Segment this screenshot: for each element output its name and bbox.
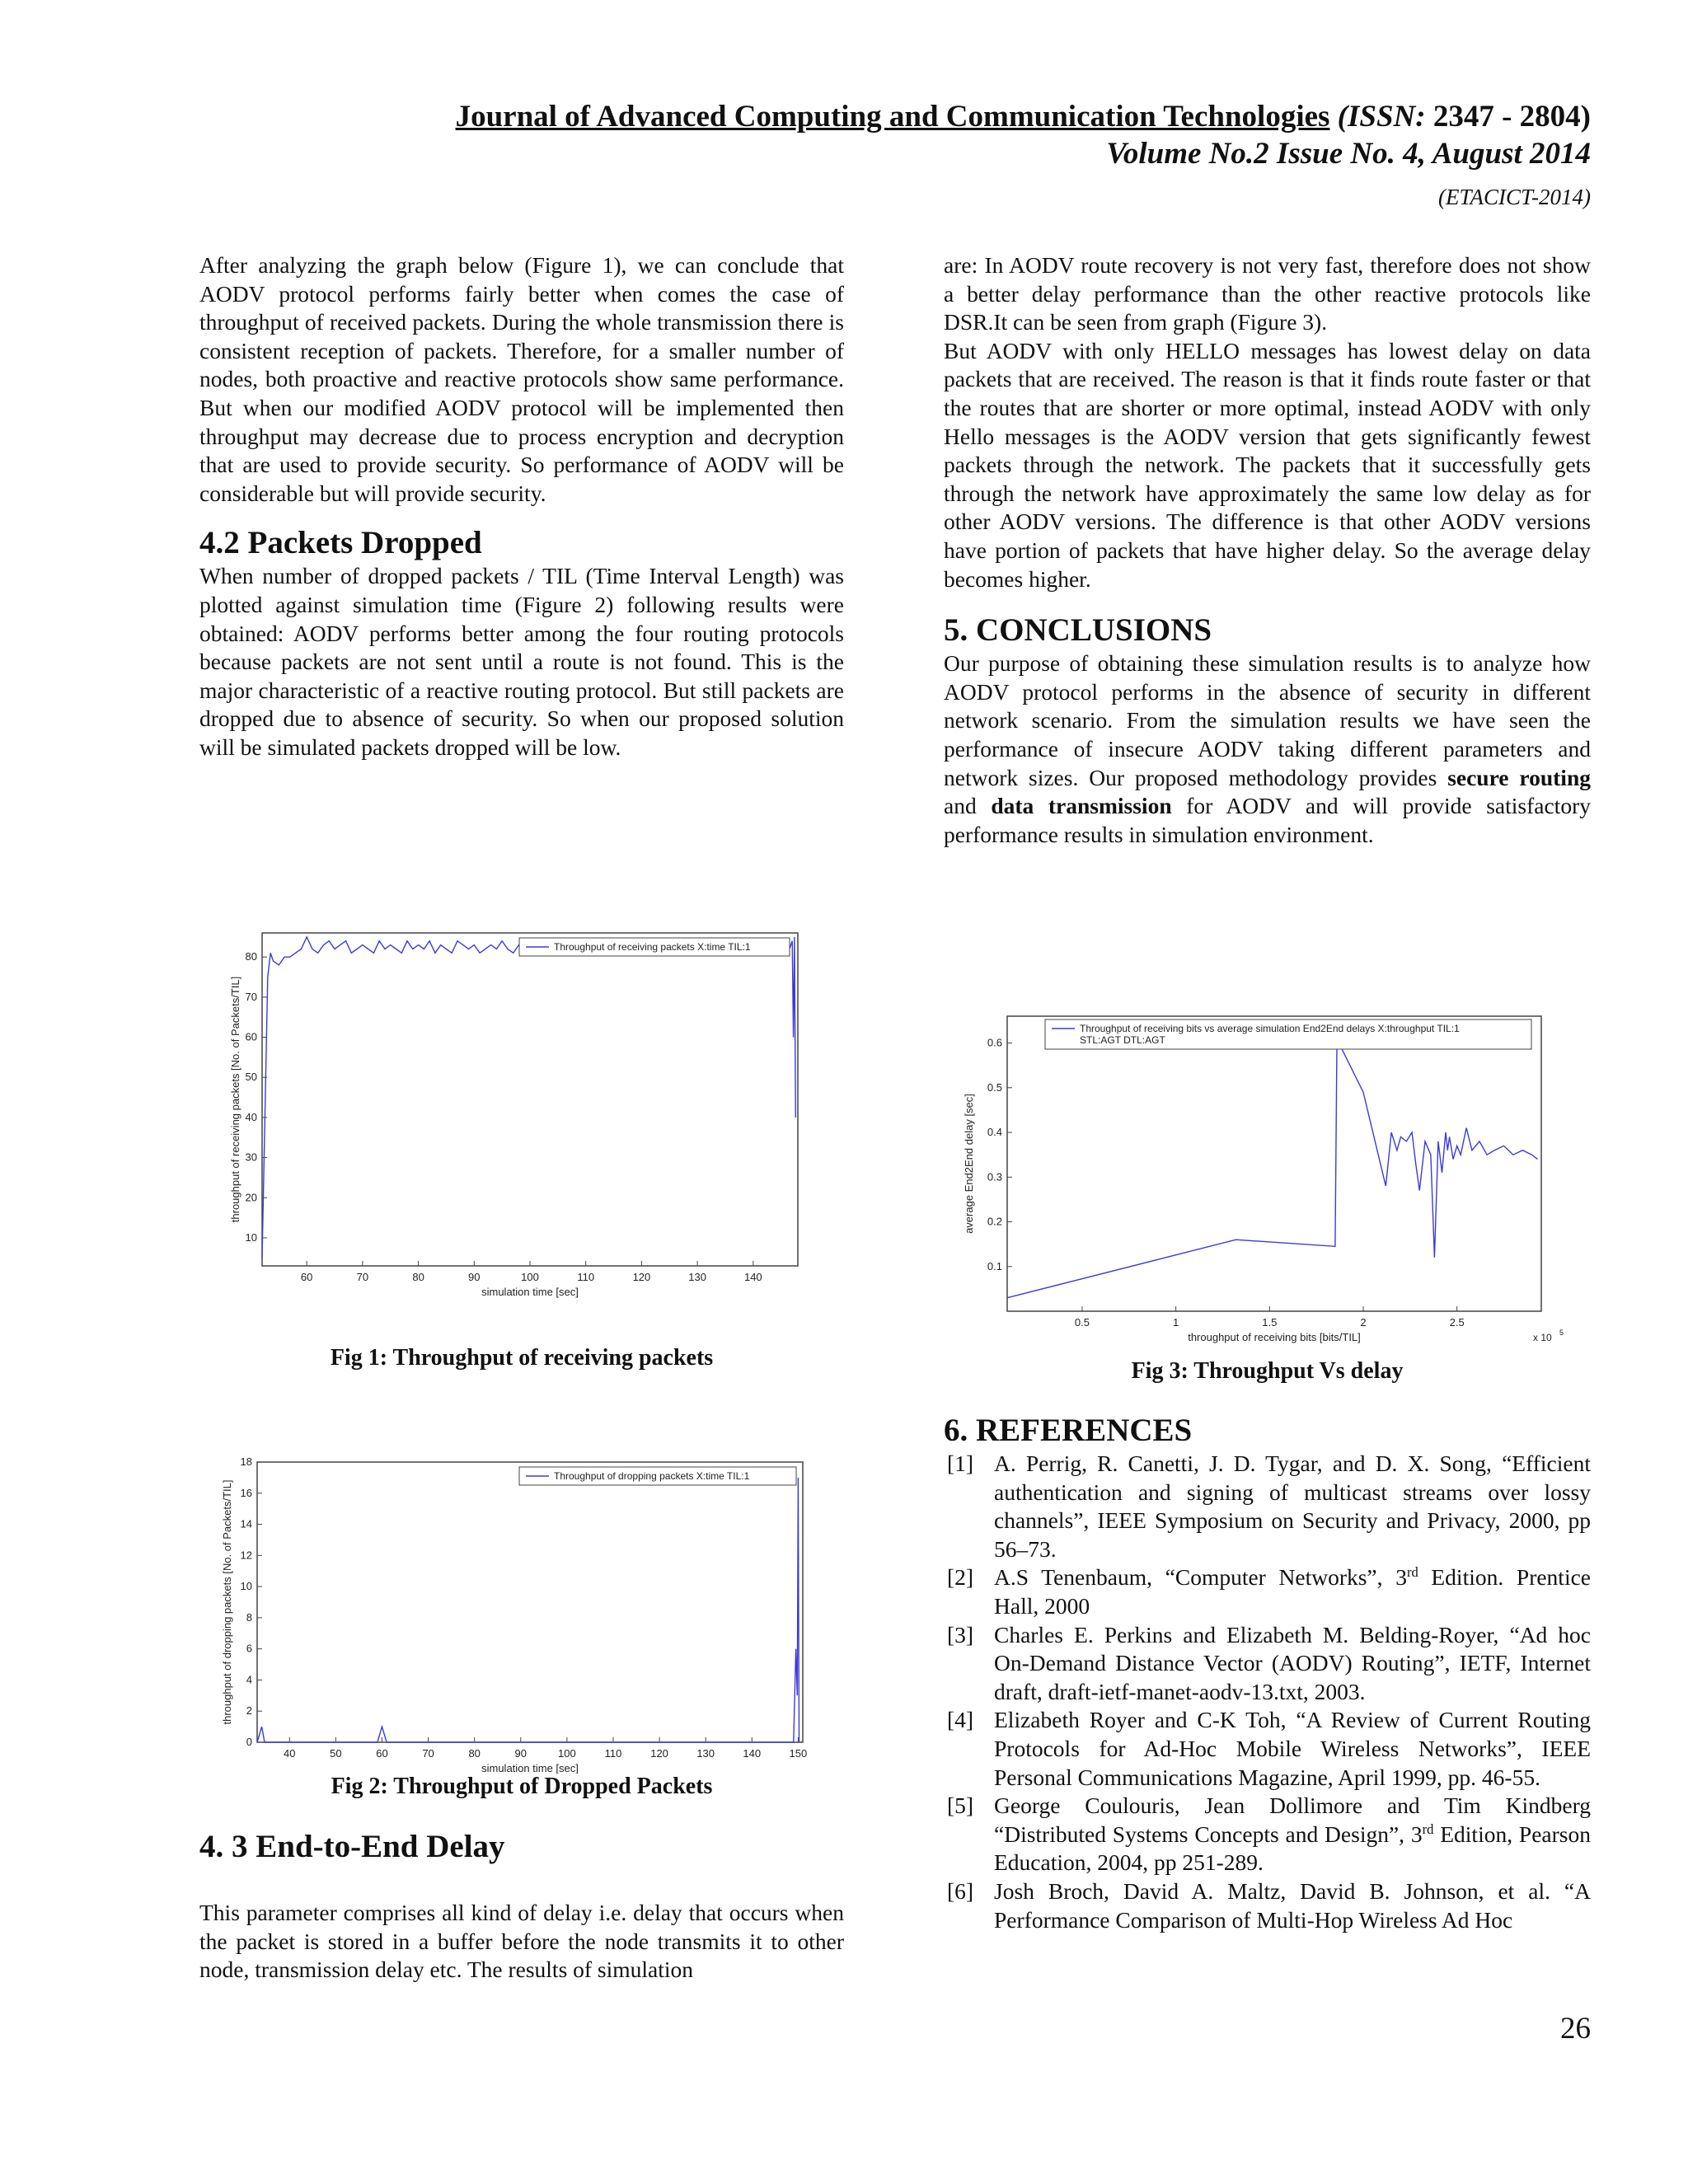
issn-number: 2347 - 2804) [1432,100,1591,134]
y-tick-label: 50 [245,1071,257,1084]
x-tick-label: 90 [468,1271,481,1283]
left-column-top [199,251,844,762]
x-axis-label: throughput of receiving bits [bits/TIL] [1188,1331,1361,1343]
references-section [944,1412,1591,1934]
x-tick-label: 140 [743,1747,762,1760]
x-tick-label: 120 [632,1271,651,1283]
y-tick-label: 0.1 [987,1259,1002,1272]
x-axis-label: simulation time [sec] [481,1762,579,1774]
reference-item: [1] A. Perrig, R. Canetti, J. D. Tygar, and D. X. Song, “Efficient authentication and signing of multicast streams over lossy channels”, IEEE Symposium on Security and Privacy, 2000, pp 56–73. [947,1451,1591,1562]
figure-1-caption: Fig 1: Throughput of receiving packets [330,1345,714,1371]
x-tick-label: 140 [743,1271,762,1283]
figure-2-caption: Fig 2: Throughput of Dropped Packets [331,1774,713,1799]
y-tick-label: 70 [245,990,257,1003]
x-axis-multiplier-exponent: 5 [1559,1329,1564,1337]
y-tick-label: 80 [245,950,257,963]
y-tick-label: 0.3 [987,1170,1002,1183]
x-tick-label: 110 [604,1747,622,1760]
y-tick-label: 12 [240,1549,252,1562]
x-tick-label: 50 [330,1747,342,1760]
x-tick-label: 1.5 [1262,1316,1278,1329]
issn-label: (ISSN: [1337,100,1426,134]
x-axis-multiplier: x 10 [1533,1332,1552,1343]
y-tick-label: 8 [246,1610,252,1624]
x-tick-label: 60 [376,1747,388,1760]
x-axis-label: simulation time [sec] [481,1286,579,1298]
reference-item: [3] Charles E. Perkins and Elizabeth M. Belding-Royer, “Ad hoc On-Demand Distance Vector (AODV) Routing”, IETF, Internet draft, draft-ietf-manet-aodv-13.txt, 2003. [947,1621,1591,1704]
section-4-2-heading: 4.2 Packets Dropped [199,525,482,561]
intro-paragraph: After analyzing the graph below (Figure 1), we can conclude that AODV protocol performs fairly better when comes the case of throughput of received packets. During the whole transmission there is consistent reception of packets. Therefore, for a smaller number of nodes, both proactive and reactive protocols show same performance. But when our modified AODV protocol will be implemented then throughput may decrease due to process encryption and decryption that are used to provide security. So performance of AODV will be considerable but will provide security. [199,252,844,506]
y-tick-label: 30 [245,1151,257,1164]
y-axis-label: throughput of receiving packets [No. of Packets/TIL] [229,976,241,1223]
x-tick-label: 70 [422,1747,434,1760]
x-tick-label: 40 [284,1747,296,1760]
y-tick-label: 60 [245,1030,257,1043]
x-tick-label: 90 [514,1747,528,1760]
reference-item: [5] George Coulouris, Jean Dollimore and Tim Kindberg “Distributed Systems Concepts and Design”, 3rd Edition, Pearson Education, 2004, pp 251-289. [947,1793,1591,1876]
x-tick-label: 1 [1173,1316,1179,1329]
y-tick-label: 0.5 [987,1080,1002,1094]
x-tick-label: 100 [558,1747,576,1760]
legend-label: Throughput of receiving packets X:time TIL:1 [554,941,751,953]
y-tick-label: 16 [240,1486,252,1499]
legend-label: Throughput of dropping packets X:time TIL:1 [554,1470,750,1482]
left-column-bottom [199,1828,844,1985]
secure-routing-bold: secure routing [1447,764,1591,790]
x-tick-label: 150 [789,1747,808,1760]
x-tick-label: 130 [688,1271,706,1283]
y-tick-label: 10 [240,1580,252,1593]
journal-title: Journal of Advanced Computing and Communication Technologies [455,100,1330,134]
y-tick-label: 6 [246,1642,252,1655]
y-axis-label: throughput of dropping packets [No. of Packets/TIL] [221,1479,233,1725]
reference-item: [6] Josh Broch, David A. Maltz, David B. Johnson, et al. “A Performance Comparison of Multi-Hop Wireless Ad Hoc [947,1877,1591,1933]
y-tick-label: 20 [245,1191,257,1204]
references-heading: 6. REFERENCES [944,1413,1193,1448]
page-number: 26 [1560,2012,1591,2046]
reference-item: [2] A.S Tenenbaum, “Computer Networks”, 3rd Edition. Prentice Hall, 2000 [947,1564,1591,1619]
hello-messages-paragraph: But AODV with only HELLO messages has lowest delay on data packets that are received. The reason is that it finds route faster or that the routes that are shorter or more optimal, instead AODV with only Hello messages is the AODV version that gets significantly fewest packets through the network. The packets that it successfully gets through the network have approximately the same low delay as for other AODV versions. The difference is that other AODV versions have portion of packets that have higher delay. So the average delay becomes higher. [944,337,1591,592]
x-tick-label: 130 [696,1747,715,1760]
delay-results-paragraph: are: In AODV route recovery is not very fast, therefore does not show a better delay performance than the other reactive protocols like DSR.It can be seen from graph (Figure 3). [944,252,1591,335]
figure-3-chart [956,1010,1566,1356]
x-tick-label: 100 [521,1271,539,1283]
y-tick-label: 14 [240,1517,252,1530]
reference-item: [4] Elizabeth Royer and C-K Toh, “A Review of Current Routing Protocols for Ad-Hoc Mobile Wireless Networks”, IEEE Personal Communications Magazine, April 1999, pp. 46-55. [947,1707,1591,1790]
x-tick-label: 120 [650,1747,668,1760]
y-tick-label: 0.4 [987,1126,1002,1139]
figure-2-chart [216,1452,826,1774]
y-tick-label: 0.6 [987,1036,1002,1049]
volume-line: Volume No.2 Issue No. 4, August 2014 [1106,137,1591,171]
y-tick-label: 2 [246,1704,252,1718]
plot-frame [257,1462,803,1742]
x-tick-label: 110 [577,1271,595,1283]
y-tick-label: 10 [245,1230,257,1244]
figure-2 [216,1452,826,1774]
x-tick-label: 2 [1360,1316,1367,1329]
y-axis-label: average End2End delay [sec] [963,1094,975,1234]
conclusions-heading: 5. CONCLUSIONS [944,612,1212,649]
plot-frame [262,933,798,1266]
y-tick-label: 18 [240,1455,252,1468]
y-tick-label: 40 [245,1110,257,1123]
x-tick-label: 80 [412,1271,424,1283]
x-tick-label: 80 [468,1747,481,1760]
section-4-2-text: When number of dropped packets / TIL (Time Interval Length) was plotted against simulation time (Figure 2) following results were obtained: AODV performs better among the four routing protocols because packets are not sent until a route is not found. This is the major characteristic of a reactive routing protocol. But still packets are dropped due to absence of security. So when our proposed solution will be simulated packets dropped will be low. [199,563,844,760]
x-tick-label: 0.5 [1074,1316,1090,1329]
x-tick-label: 70 [356,1271,369,1283]
data-transmission-bold: data transmission [991,793,1172,819]
y-tick-label: 0.2 [987,1215,1002,1228]
plot-frame [1007,1016,1541,1311]
x-tick-label: 60 [300,1271,313,1283]
conclusions-text: Our purpose of obtaining these simulation results is to analyze how AODV protocol performs in the absence of security in different network scenario. From the simulation results we have seen the performance of insecure AODV taking different parameters and network sizes. Our proposed methodology provides secure routing and data transmission for AODV and will provide satisfactory performance results in simulation environment. [944,650,1591,847]
figure-3-caption: Fig 3: Throughput Vs delay [1131,1358,1404,1384]
legend-label-line-2: STL:AGT DTL:AGT [1080,1034,1165,1046]
figure-1 [221,921,814,1301]
section-4-3-text: This parameter comprises all kind of delay i.e. delay that occurs when the packet is stored in a buffer before the node transmits it to other node, transmission delay etc. The results of simulation [199,1900,844,1983]
legend-label: Throughput of receiving bits vs average simulation End2End delays X:throughput TIL:1 [1080,1023,1460,1034]
y-tick-label: 4 [246,1673,252,1686]
section-4-3-heading: 4. 3 End-to-End Delay [199,1829,505,1864]
right-column-top [944,251,1591,849]
figure-3 [956,1010,1566,1356]
y-tick-label: 0 [246,1736,252,1748]
journal-header [456,99,1591,134]
figure-1-chart [221,921,814,1301]
x-tick-label: 2.5 [1449,1316,1465,1329]
conference-line: (ETACICT-2014) [1438,185,1591,209]
